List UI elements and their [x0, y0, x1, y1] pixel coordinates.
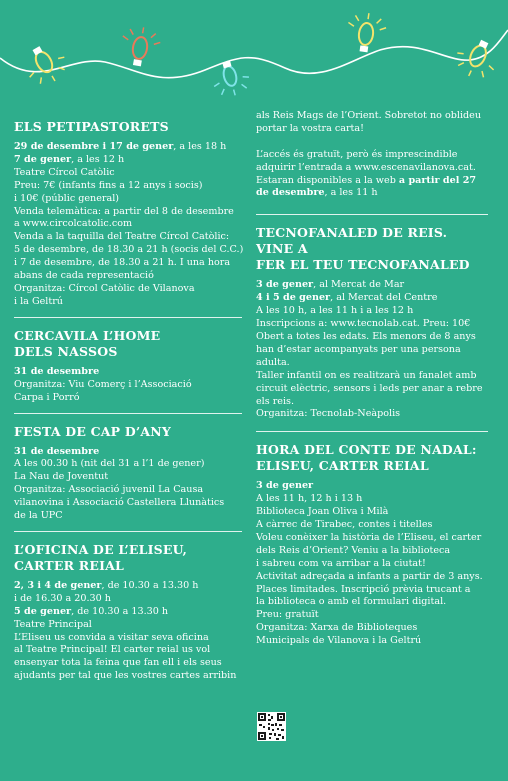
section-divider — [14, 317, 242, 318]
detail-line — [256, 519, 488, 532]
detail-text: i la Geltrú — [14, 295, 63, 307]
detail-text: Organitza: Tecnolab-Neàpolis — [256, 408, 401, 420]
detail-text: , de 10.30 a 13.30 h — [101, 579, 199, 591]
detail-text: Inscripcions a: www.tecnolab.cat. Preu: 10€ — [256, 318, 471, 330]
event-details — [256, 279, 488, 421]
detail-line — [14, 446, 242, 459]
event-oficina-continued — [256, 110, 488, 200]
detail-text: , a les 18 h — [173, 141, 227, 152]
detail-text: Organitza: Viu Comerç i l’Associació — [14, 378, 192, 390]
event-title-line: FER EL TEU TECNOFANALED — [256, 257, 470, 273]
detail-text: dels Reis d’Orient? Veniu a la biblioteca — [256, 544, 451, 556]
detail-date: 5 de gener — [14, 605, 72, 617]
event-tecnofanaled — [256, 225, 488, 421]
detail-text: Organitza: Associació juvenil La Causa — [14, 484, 204, 496]
detail-line — [256, 305, 488, 318]
event-details — [14, 580, 242, 683]
detail-line — [256, 584, 488, 597]
red-bulb-icon — [118, 24, 162, 69]
detail-text: al Teatre Principal! El carter reial us vol — [14, 644, 211, 656]
detail-line — [14, 484, 242, 497]
detail-line — [14, 180, 242, 193]
detail-line — [14, 657, 242, 670]
detail-line — [256, 357, 488, 370]
event-details — [14, 366, 242, 405]
detail-line — [256, 545, 488, 558]
detail-line — [14, 231, 242, 244]
section-divider — [14, 531, 242, 532]
event-cap-dany — [14, 424, 242, 523]
detail-line — [256, 187, 488, 200]
detail-text: Teatre Principal — [14, 618, 92, 630]
event-title-line: ELISEU, CARTER REIAL — [256, 458, 429, 474]
detail-text: de la UPC — [14, 510, 63, 522]
detail-line — [14, 154, 242, 167]
detail-line — [14, 167, 242, 180]
event-title-line: CARTER REIAL — [14, 557, 125, 573]
event-cercavila — [14, 328, 242, 405]
detail-text: Venda telemàtica: a partir del 8 de desembre — [14, 205, 234, 217]
detail-date: 31 de desembre — [14, 445, 100, 457]
event-title: FESTA DE CAP D’ANY — [14, 423, 172, 439]
left-column — [14, 112, 242, 683]
detail-text: i 10€ (públic general) — [14, 192, 120, 204]
detail-date: 3 de gener — [256, 279, 314, 291]
event-title — [14, 328, 242, 360]
detail-line — [256, 344, 488, 357]
detail-line — [256, 162, 488, 175]
detail-line — [256, 136, 488, 149]
detail-text: Estaran disponibles a la web — [256, 174, 399, 186]
detail-text: L’accés és gratuït, però és imprescindible — [256, 148, 458, 160]
detail-text: , al Mercat del Centre — [330, 292, 438, 304]
section-divider — [14, 413, 242, 414]
detail-text: Teatre Círcol Catòlic — [14, 166, 115, 178]
detail-date: 7 de gener — [14, 153, 72, 165]
detail-line — [256, 123, 488, 136]
cyan-bulb-icon — [209, 57, 253, 100]
detail-text: Places limitades. Inscripció prèvia trucant a — [256, 583, 471, 595]
detail-text: a www.circolcatolic.com — [14, 218, 133, 230]
detail-text: adulta. — [256, 356, 290, 368]
detail-line — [14, 206, 242, 219]
detail-line — [256, 383, 488, 396]
event-title-line: HORA DEL CONTE DE NADAL: — [256, 442, 477, 458]
detail-text: ajudants per tal que les vostres cartes arribin — [14, 670, 237, 682]
detail-line — [256, 331, 488, 344]
detail-line — [14, 392, 242, 405]
event-title — [256, 225, 488, 273]
detail-text: circuit elèctric, sensors i leds per anar a rebre — [256, 382, 483, 394]
detail-line — [14, 606, 242, 619]
detail-text: Organitza: Círcol Catòlic de Vilanova — [14, 282, 195, 294]
yellow-bulb-icon — [345, 11, 388, 55]
detail-line — [256, 609, 488, 622]
event-details — [256, 110, 488, 200]
detail-line — [256, 110, 488, 123]
section-divider — [256, 431, 488, 432]
detail-text: A càrrec de Tirabec, contes i titelles — [256, 519, 433, 531]
detail-text: , a les 12 h — [71, 153, 125, 165]
detail-line — [14, 458, 242, 471]
event-title — [256, 442, 488, 474]
detail-line — [14, 283, 242, 296]
detail-line — [14, 471, 242, 484]
detail-date: a partir del 27 — [398, 174, 477, 186]
detail-date: 4 i 5 de gener — [256, 292, 331, 304]
detail-text: i sabreu com va arribar a la ciutat! — [256, 557, 426, 569]
detail-text: portar la vostra carta! — [256, 122, 364, 134]
detail-line — [14, 366, 242, 379]
detail-line — [14, 379, 242, 392]
detail-line — [256, 635, 488, 648]
detail-text: adquirir l’entrada a www.escenavilanova.cat. — [256, 161, 476, 173]
detail-text: A les 00.30 h (nit del 31 a l’1 de gener) — [14, 458, 205, 470]
detail-text: Organitza: Xarxa de Biblioteques — [256, 622, 418, 634]
detail-line — [256, 408, 488, 421]
event-title-line: DELS NASSOS — [14, 343, 118, 359]
detail-line — [14, 593, 242, 606]
right-column — [256, 110, 488, 648]
detail-text: Obert a totes les edats. Els menors de 8 anys — [256, 330, 476, 342]
detail-text: Preu: gratuït — [256, 609, 319, 621]
detail-line — [256, 506, 488, 519]
detail-line — [256, 279, 488, 292]
detail-line — [256, 175, 488, 188]
detail-date: 29 de desembre i 17 de gener — [14, 141, 174, 152]
detail-text: han d’estar acompanyats per una persona — [256, 343, 461, 355]
event-details — [256, 480, 488, 648]
detail-line — [256, 480, 488, 493]
detail-line — [14, 619, 242, 632]
detail-text: als Reis Mags de l’Orient. Sobretot no oblideu — [256, 110, 482, 121]
detail-line — [256, 292, 488, 305]
detail-line — [256, 318, 488, 331]
detail-text: ensenyar tota la feina que fan ell i els seus — [14, 657, 222, 669]
detail-text: , de 10.30 a 13.30 h — [71, 605, 169, 617]
detail-date: 2, 3 i 4 de gener — [14, 579, 102, 591]
detail-text: Carpa i Porró — [14, 391, 80, 403]
event-petipastorets — [14, 119, 242, 309]
detail-text: 5 de desembre, de 18.30 a 21 h (socis del C.C.) — [14, 244, 244, 256]
detail-line — [14, 257, 242, 270]
detail-text: Municipals de Vilanova i la Geltrú — [256, 635, 422, 647]
detail-text: A les 10 h, a les 11 h i a les 12 h — [256, 305, 414, 317]
detail-line — [256, 558, 488, 571]
detail-text: i de 16.30 a 20.30 h — [14, 592, 111, 604]
detail-line — [256, 149, 488, 162]
detail-text: els reis. — [256, 395, 295, 407]
event-title — [14, 542, 242, 574]
garland-lights-illustration — [0, 0, 508, 110]
detail-line — [14, 141, 242, 154]
yellow-bulb-icon — [19, 38, 73, 91]
detail-line — [256, 596, 488, 609]
detail-line — [14, 580, 242, 593]
event-details — [14, 141, 242, 309]
detail-line — [14, 644, 242, 657]
detail-text: , a les 11 h — [324, 187, 378, 199]
detail-line — [14, 497, 242, 510]
detail-text: Preu: 7€ (infants fins a 12 anys i socis) — [14, 179, 203, 191]
detail-text: Biblioteca Joan Oliva i Milà — [256, 506, 389, 518]
detail-line — [256, 571, 488, 584]
detail-date: 31 de desembre — [14, 365, 100, 377]
detail-text: L’Eliseu us convida a visitar seva oficina — [14, 631, 209, 643]
event-title: ELS PETIPASTORETS — [14, 119, 169, 134]
detail-line — [256, 396, 488, 409]
detail-text: Voleu conèixer la història de l’Eliseu, el carter — [256, 531, 482, 543]
detail-text: abans de cada representació — [14, 270, 154, 282]
detail-text: , al Mercat de Mar — [313, 279, 405, 291]
detail-text: Taller infantil on es realitzarà un fanalet amb — [256, 369, 477, 381]
detail-text: La Nau de Joventut — [14, 471, 109, 483]
detail-line — [256, 622, 488, 635]
detail-text: A les 11 h, 12 h i 13 h — [256, 493, 363, 505]
detail-line — [14, 670, 242, 683]
detail-text: i 7 de desembre, de 18.30 a 21 h. I una hora — [14, 257, 231, 269]
detail-line — [256, 370, 488, 383]
event-details — [14, 446, 242, 523]
event-oficina-eliseu — [14, 542, 242, 683]
event-title-line: CERCAVILA L’HOME — [14, 327, 161, 343]
detail-line — [14, 270, 242, 283]
section-divider — [256, 214, 488, 215]
detail-text: Activitat adreçada a infants a partir de 3 anys. — [256, 570, 483, 582]
detail-date: de desembre — [256, 187, 325, 199]
detail-line — [256, 493, 488, 506]
detail-text: vilanovina i Associació Castellera Llunàtics — [14, 497, 225, 509]
detail-line — [14, 296, 242, 309]
qr-code-icon[interactable] — [257, 712, 286, 741]
event-hora-conte — [256, 442, 488, 648]
detail-line — [14, 244, 242, 257]
event-title-line: L’OFICINA DE L’ELISEU, — [14, 541, 188, 557]
detail-text: Venda a la taquilla del Teatre Círcol Catòlic: — [14, 231, 230, 243]
detail-line — [14, 632, 242, 645]
detail-line — [256, 532, 488, 545]
detail-line — [14, 193, 242, 206]
detail-line — [14, 510, 242, 523]
detail-text: la biblioteca o amb el formulari digital. — [256, 596, 447, 608]
event-title-line: TECNOFANALED DE REIS. VINE A — [256, 225, 448, 257]
detail-line — [14, 218, 242, 231]
detail-date: 3 de gener — [256, 480, 314, 492]
